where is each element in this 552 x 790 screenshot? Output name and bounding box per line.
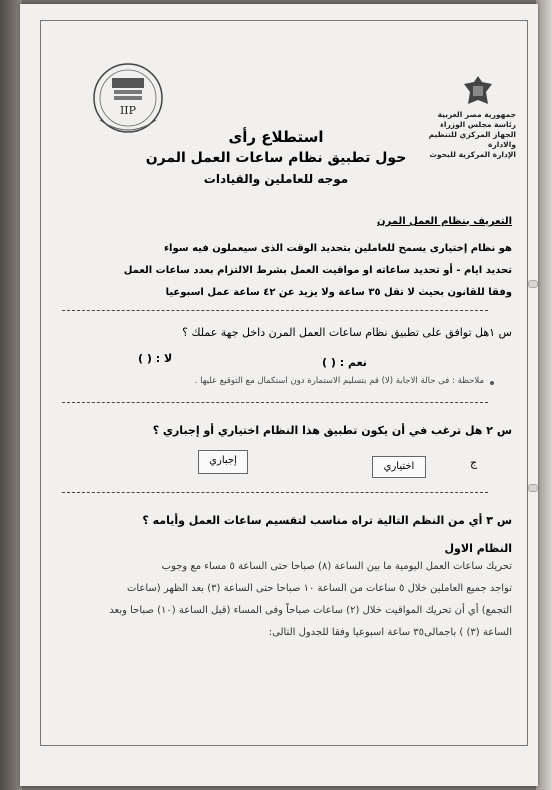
question-2: س ٢ هل ترغب في أن يكون تطبيق هذا النظام اختياري أو إجباري ؟ [152,424,512,437]
eagle-emblem-icon [462,74,494,110]
system1-line: الساعة (٣) ) باجمالى٣٥ ساعة اسبوعيا وفقا للجدول التالى: [268,627,512,638]
definition-heading: التعريف بنظام العمل المرن [377,216,512,227]
org-line: جمهورية مصر العربية [437,110,516,119]
answer-prefix: ج [470,456,478,469]
survey-title: استطلاع رأى [228,128,324,146]
definition-line: هو نظام إختيارى يسمح للعاملين بتحديد الوقت الذى سيعملون فيه سواء [163,243,512,254]
mandatory-option[interactable]: إجباري [198,450,248,474]
system1-line: تواجد جميع العاملين خلال ٥ ساعات من الساعة ١٠ صباحا حتى الساعة (٣) بعد الظهر (ساعات [126,583,512,594]
system1-heading: النظام الاول [444,542,512,555]
q1-note: ملاحظة : فى حالة الاجابة (لا) قم بتسليم الاستمارة دون استكمال مع التوقيع عليها . [194,376,484,386]
yes-option[interactable]: نعم : ( ) [322,356,367,369]
definition-text [92,238,512,304]
divider [62,492,488,493]
org-line: رئاسة مجلس الوزراء [440,120,516,129]
system1-line: التجمع) أي أن تحريك المواقيت خلال (٢) ساعات صباحاً وفى المساء (قبل الساعة (١٠) صباحا وبعد [109,605,512,616]
question-3: س ٣ أي من النظم التالية تراه مناسب لتقسيم ساعات العمل وأيامه ؟ [142,514,512,527]
optional-option[interactable]: اختياري [372,456,426,478]
no-option[interactable]: لا : ( ) [138,352,173,365]
question-1: س ١هل توافق على تطبيق نظام ساعات العمل المرن داخل جهة عملك ؟ [182,326,512,339]
divider [62,310,488,311]
org-line: الإدارة المركزية للبحوث [429,150,516,159]
org-line: الجهاز المركزي للتنظيم والادارة [428,130,516,149]
survey-audience: موجه للعاملين والقيادات [203,172,349,186]
definition-line: تحديد ايام - أو تحديد ساعاته او مواقيت العمل بشرط الالتزام بعدد ساعات العمل [123,265,512,276]
bullet-icon [490,381,494,385]
divider [62,402,488,403]
background-right [536,0,552,790]
institute-logo [90,60,166,136]
punch-hole [528,484,538,492]
punch-hole [528,280,538,288]
system1-text [72,556,512,644]
survey-subtitle: حول تطبيق نظام ساعات العمل المرن [145,150,407,166]
system1-line: تحريك ساعات العمل اليومية ما بين الساعة (٨) صباحا حتى الساعة ٥ مساء مع وجوب [161,561,512,572]
background-left [0,0,22,790]
svg-text:IIP: IIP [119,104,137,117]
definition-line: وفقا للقانون بحيث لا تقل ٣٥ ساعة ولا يزيد عن ٤٢ ساعة عمل اسبوعيا [165,287,512,298]
